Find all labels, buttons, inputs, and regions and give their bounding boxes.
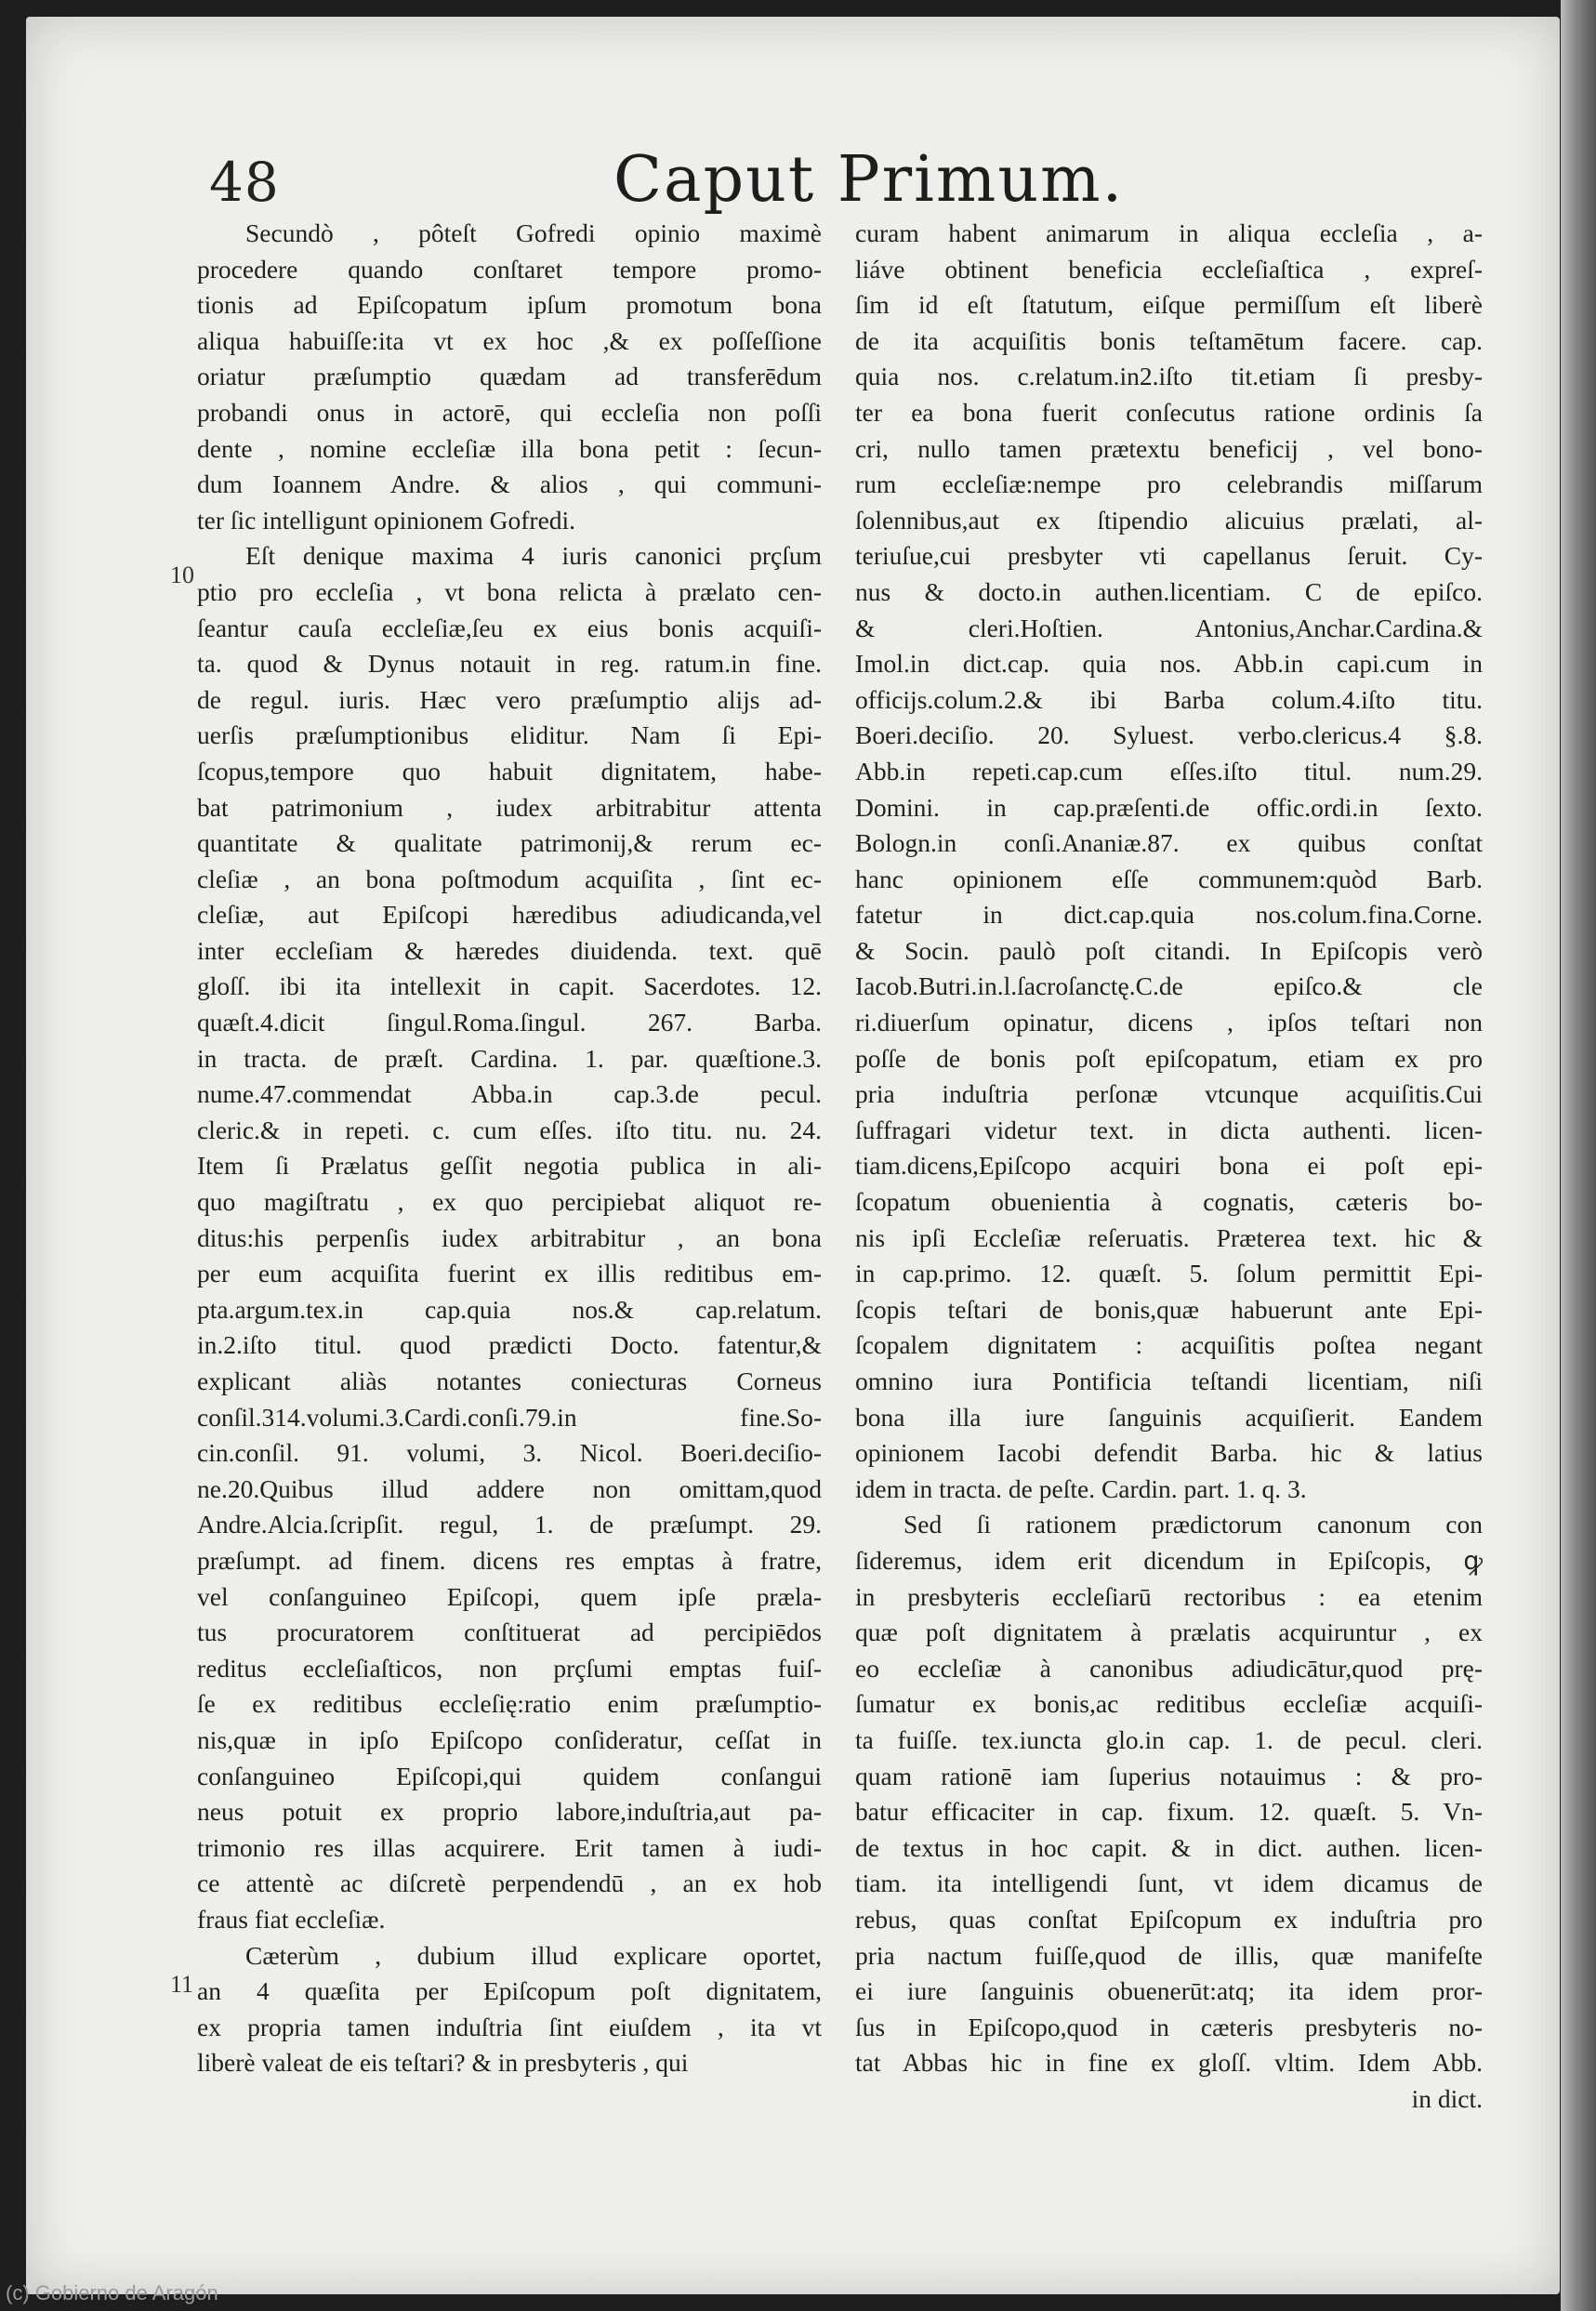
left-column-line: quo magiſtratu , ex quo percipiebat aliquot re- [197, 1187, 822, 1217]
right-column-line: cri, nullo tamen prætextu beneficij , vel bono- [855, 433, 1483, 463]
right-column-line: Boeri.deciſio. 20. Syluest. verbo.clericus.4 §.8. [855, 720, 1483, 750]
right-column-line: liáve obtinent beneficia eccleſiaſtica , expreſ- [855, 254, 1483, 284]
page-number: 48 [209, 151, 280, 214]
left-column-line: ſcopus,tempore quo habuit dignitatem, habe- [197, 756, 822, 786]
right-column-line: nis ipſi Eccleſiæ reſeruatis. Præterea text. hic & [855, 1222, 1483, 1252]
left-column-line: cin.conſil. 91. volumi, 3. Nicol. Boeri.deciſio- [197, 1438, 822, 1468]
left-column-line: nis,quæ in ipſo Epiſcopo conſideratur, ceſſat in [197, 1724, 822, 1754]
right-column-line: Bologn.in conſi.Ananiæ.87. ex quibus conſtat [855, 828, 1483, 858]
right-column-line: rebus, quas conſtat Epiſcopum ex induſtria pro [855, 1904, 1483, 1934]
left-column-line: fraus fiat eccleſiæ. [197, 1904, 386, 1934]
right-column-line: de ita acquiſitis bonis teſtamētum facere. cap. [855, 325, 1483, 355]
right-column-line: omnino iura Pontificia teſtandi licentiam, niſi [855, 1367, 1483, 1395]
left-column-line: reditus eccleſiaſticos, non prçſumi emptas fuiſ- [197, 1653, 822, 1683]
left-column-line: an 4 quæſita per Epiſcopum poſt dignitatem, [197, 1976, 822, 2006]
copyright-watermark: (c) Gobierno de Aragón [6, 2281, 218, 2304]
left-column-line: quantitate & qualitate patrimonij,& rerum ec- [197, 828, 822, 858]
right-column-line: rum eccleſiæ:nempe pro celebrandis miſſarum [855, 469, 1483, 499]
left-column-line: pta.argum.tex.in cap.quia nos.& cap.relatum. [197, 1294, 822, 1324]
left-column-line: tus procuratorem conſtituerat ad percipiēdos [197, 1618, 822, 1647]
left-column-line: in.2.iſto titul. quod prædicti Docto. fatentur,& [197, 1330, 822, 1360]
right-column-line: curam habent animarum in aliqua eccleſia , a- [855, 218, 1483, 247]
margin-note-10: 10 [170, 561, 194, 588]
right-column-line: & Socin. paulò poſt citandi. In Epiſcopis verò [855, 935, 1483, 965]
left-column-line: Secundò , pôteſt Gofredi opinio maximè [245, 218, 822, 247]
left-column-line: probandi onus in actorē, qui eccleſia non poſſi [197, 397, 822, 427]
right-column-line: fatetur in dict.cap.quia nos.colum.fina.Corne. [855, 900, 1483, 930]
right-column-line: ei iure ſanguinis obuenerūt:atq; ita idem pror- [855, 1976, 1483, 2006]
right-column-line: batur efficaciter in cap. fixum. 12. quæſt. 5. Vn- [855, 1797, 1483, 1827]
left-column-line: gloſſ. ibi ita intellexit in capit. Sacerdotes. 12. [197, 971, 822, 1001]
left-column-line: nume.47.commendat Abba.in cap.3.de pecul. [197, 1079, 822, 1109]
right-column-line: Abb.in repeti.cap.cum eſſes.iſto titul. num.29. [855, 756, 1483, 786]
right-column-line: quam rationē iam ſuperius notauimus : & pro- [855, 1761, 1483, 1790]
right-column-line: in cap.primo. 12. quæſt. 5. ſolum permittit Epi- [855, 1259, 1483, 1288]
left-column-line: trimonio res illas acquirere. Erit tamen à iudi- [197, 1832, 822, 1862]
left-column-line: cleric.& in repeti. c. cum eſſes. iſto titu. nu. 24. [197, 1115, 822, 1144]
running-title: Caput Primum. [613, 143, 1125, 217]
left-column-line: conſil.314.volumi.3.Cardi.conſi.79.in fine.So- [197, 1402, 822, 1432]
right-column-line: Imol.in dict.cap. quia nos. Abb.in capi.cum in [855, 649, 1483, 679]
left-column-line: dum Ioannem Andre. & alios , qui communi- [197, 469, 822, 499]
left-column-line: Andre.Alcia.ſcripſit. regul, 1. de præſumpt. 29. [197, 1510, 822, 1539]
right-column-line: Sed ſi rationem prædictorum canonum con [904, 1510, 1483, 1539]
right-column-line: in presbyteris eccleſiarū rectoribus : ea etenim [855, 1581, 1483, 1611]
right-column-line: ſus in Epiſcopo,quod in cæteris presbyteris no- [855, 2012, 1483, 2041]
left-column-line: vel conſanguineo Epiſcopi, quem ipſe præla- [197, 1581, 822, 1611]
right-column-line: ſcopis teſtari de bonis,quæ habuerunt ante Epi- [855, 1294, 1483, 1324]
left-column-line: tionis ad Epiſcopatum ipſum promotum bona [197, 290, 822, 320]
left-column-line: liberè valeat de eis teſtari? & in presbyteris , qui [197, 2048, 689, 2078]
right-column-line: tiam.dicens,Epiſcopo acquiri bona ei poſt epi- [855, 1151, 1483, 1181]
right-column-line: Domini. in cap.præſenti.de offic.ordi.in ſexto. [855, 792, 1483, 822]
left-column-line: aliqua habuiſſe:ita vt ex hoc ,& ex poſſeſſione [197, 325, 822, 355]
left-column-line: in tracta. de præſt. Cardina. 1. par. quæſtione.3. [197, 1043, 822, 1073]
page-header [0, 139, 1596, 223]
left-column-line: Cæterùm , dubium illud explicare oportet, [245, 1940, 822, 1970]
right-column-line: idem in tracta. de peſte. Cardin. part. 1. q. 3. [855, 1473, 1307, 1503]
right-column-line: poſſe de bonis poſt epiſcopatum, etiam ex pro [855, 1043, 1483, 1073]
right-column-line: Iacob.Butri.in.l.ſacroſanctę.C.de epiſco.& cle [855, 971, 1483, 1001]
left-text-column [197, 216, 822, 2081]
right-column-line: hanc opinionem eſſe communem:quòd Barb. [855, 864, 1483, 893]
right-column-line: in dict. [1411, 2083, 1483, 2113]
left-column-line: ſeantur cauſa eccleſiæ,ſeu ex eius bonis acquiſi- [197, 613, 822, 642]
left-column-line: ta. quod & Dynus notauit in reg. ratum.in fine. [197, 649, 822, 679]
left-column-line: ter ſic intelligunt opinionem Gofredi. [197, 505, 576, 535]
left-column-line: de regul. iuris. Hæc vero præſumptio alijs ad- [197, 684, 822, 714]
left-column-line: ſe ex reditibus eccleſię:ratio enim præſumptio- [197, 1689, 822, 1719]
left-column-line: inter eccleſiam & hæredes diuidenda. text. quē [197, 935, 822, 965]
right-column-line: tat Abbas hic in fine ex gloſſ. vltim. Idem Abb. [855, 2048, 1483, 2078]
right-column-line: ſcopatum obuenientia à cognatis, cæteris bo- [855, 1187, 1483, 1217]
right-column-line: & cleri.Hoſtien. Antonius,Anchar.Cardina.& [855, 613, 1483, 642]
right-column-line: officijs.colum.2.& ibi Barba colum.4.iſto titu. [855, 684, 1483, 714]
left-column-line: uerſis præſumptionibus eliditur. Nam ſi Epi- [197, 720, 822, 750]
right-column-line: opinionem Iacobi defendit Barba. hic & latius [855, 1438, 1483, 1468]
right-column-line: teriuſue,cui presbyter vti capellanus ſeruit. Cy- [855, 541, 1483, 571]
right-column-line: ter ea bona fuerit conſecutus ratione ordinis ſa [855, 397, 1483, 427]
left-column-line: neus potuit ex proprio labore,induſtria,aut pa- [197, 1797, 822, 1827]
right-column-line: ſcopalem dignitatem : acquiſitis poſtea negant [855, 1330, 1483, 1360]
right-column-line: ſideremus, idem erit dicendum in Epiſcopis, ꝙ [855, 1545, 1483, 1575]
right-column-line: ta fuiſſe. tex.iuncta glo.in cap. 1. de pecul. cleri. [855, 1724, 1483, 1754]
left-column-line: cleſiæ, aut Epiſcopi hæredibus adiudicanda,vel [197, 900, 822, 930]
left-column-line: procedere quando conſtaret tempore promo- [197, 254, 822, 284]
left-column-line: cleſiæ , an bona poſtmodum acquiſita , ſint ec- [197, 864, 822, 893]
margin-note-11: 11 [170, 1971, 194, 1998]
right-column-line: ſim id eſt ſtatutum, eiſque permiſſum eſt liberè [855, 290, 1483, 320]
left-column-line: Item ſi Prælatus geſſit negotia publica in ali- [197, 1151, 822, 1181]
right-column-line: ſolennibus,aut ex ſtipendio alicuius prælati, al- [855, 505, 1483, 535]
right-column-line: pria induſtria perſonæ vtcunque acquiſitis.Cui [855, 1079, 1483, 1109]
left-column-line: ex propria tamen induſtria ſint eiuſdem , ita vt [197, 2012, 822, 2041]
left-column-line: ditus:his perpenſis iudex arbitrabitur , an bona [197, 1222, 822, 1252]
right-column-line: ri.diuerſum opinatur, dicens , ipſos teſtari non [855, 1008, 1483, 1037]
right-column-line: quia nos. c.relatum.in2.iſto tit.etiam ſi presby- [855, 362, 1483, 391]
right-column-line: eo eccleſiæ à canonibus adiudicātur,quod prę- [855, 1653, 1483, 1683]
left-column-line: ptio pro eccleſia , vt bona relicta à prælato cen- [197, 576, 822, 606]
left-column-line: oriatur præſumptio quædam ad transferēdum [197, 362, 822, 391]
book-spine-edge [1561, 0, 1596, 2311]
left-column-line: bat patrimonium , iudex arbitrabitur attenta [197, 792, 822, 822]
left-column-line: quæſt.4.dicit ſingul.Roma.ſingul. 267. Barba. [197, 1008, 822, 1037]
right-column-line: ſumatur ex bonis,ac reditibus eccleſiæ acquiſi- [855, 1689, 1483, 1719]
left-column-line: ce attentè ac diſcretè perpendendū , an ex hob [197, 1869, 822, 1898]
right-column-line: quæ poſt dignitatem à prælatis acquiruntur , ex [855, 1618, 1483, 1647]
right-column-line: bona illa iure ſanguinis acquiſierit. Eandem [855, 1402, 1483, 1432]
right-column-line: ſuffragari videtur text. in dicta authenti. licen- [855, 1115, 1483, 1144]
left-column-line: Eſt denique maxima 4 iuris canonici prçſum [245, 541, 822, 571]
right-column-line: de textus in hoc capit. & in dict. authen. licen- [855, 1832, 1483, 1862]
left-column-line: præſumpt. ad finem. dicens res emptas à fratre, [197, 1545, 822, 1575]
right-column-line: tiam. ita intelligendi ſunt, vt idem dicamus de [855, 1869, 1483, 1898]
left-column-line: conſanguineo Epiſcopi,qui quidem conſangui [197, 1761, 822, 1790]
right-column-line: nus & docto.in authen.licentiam. C de epiſco. [855, 576, 1483, 606]
left-column-line: per eum acquiſita fuerint ex illis reditibus em- [197, 1259, 822, 1288]
left-column-line: explicant aliàs notantes coniecturas Corneus [197, 1367, 822, 1395]
left-column-line: dente , nomine eccleſiæ illa bona petit : ſecun- [197, 433, 822, 463]
right-column-line: pria nactum fuiſſe,quod de illis, quæ manifeſte [855, 1940, 1483, 1970]
left-column-line: ne.20.Quibus illud addere non omittam,quod [197, 1473, 822, 1503]
right-text-column [855, 216, 1483, 2117]
